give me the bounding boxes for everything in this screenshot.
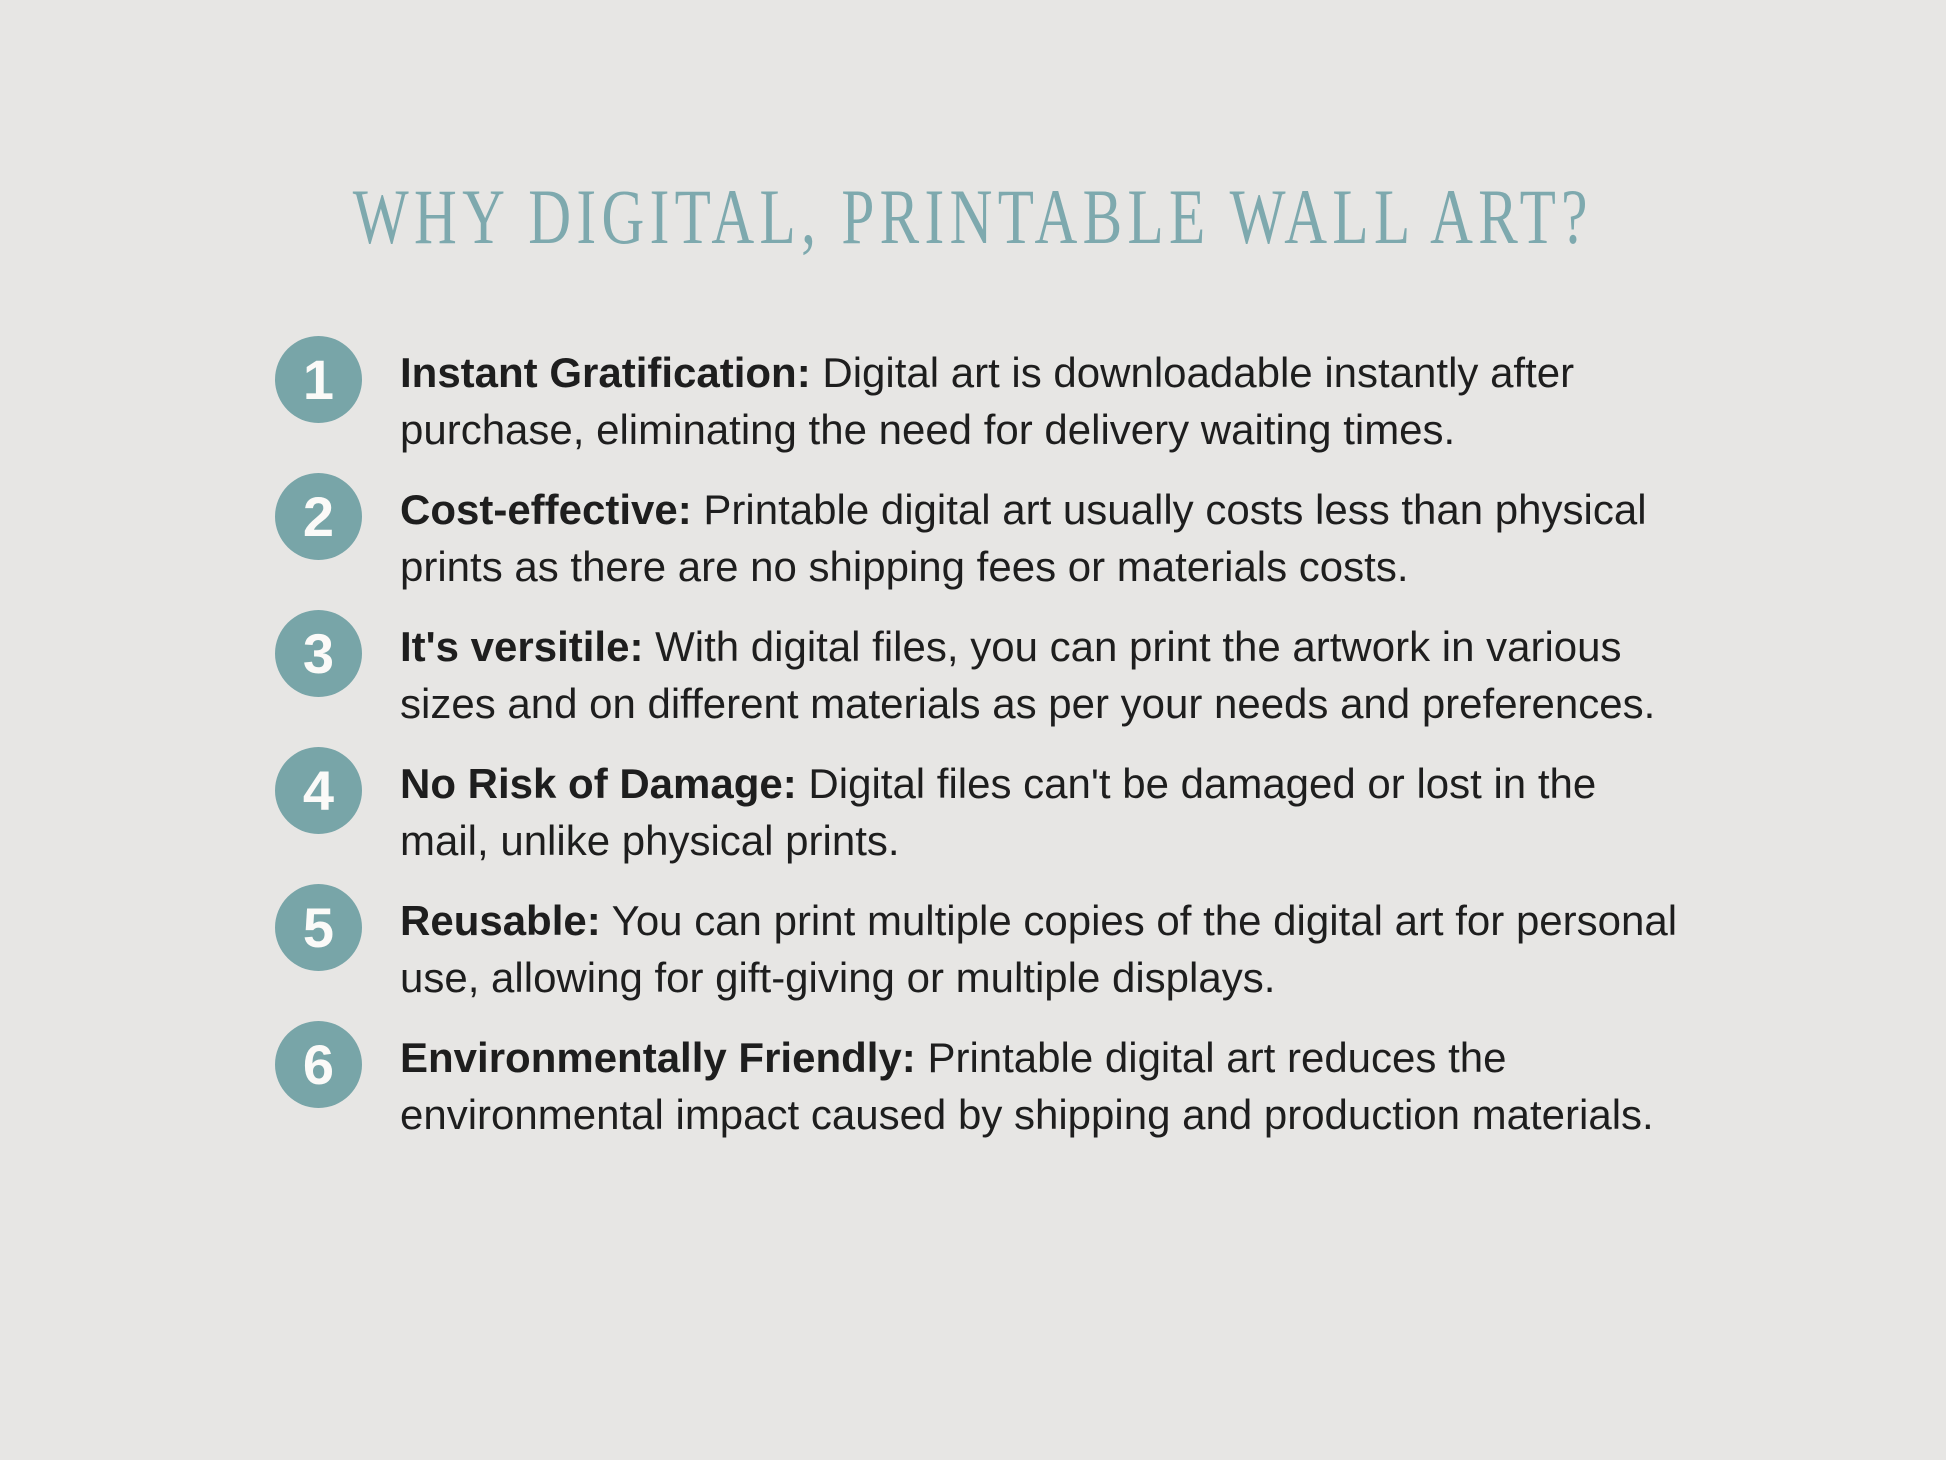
item-number-badge	[275, 1021, 362, 1108]
item-number: 1	[302, 347, 335, 411]
item-number: 2	[302, 484, 335, 548]
list-item	[275, 344, 1726, 458]
item-number: 6	[302, 1032, 335, 1096]
item-description: Printable digital art usually costs less than physical prints as there are no shipping fees or materials costs.	[400, 486, 1647, 590]
page-title: WHY DIGITAL, PRINTABLE WALL ART?	[353, 173, 1593, 260]
list-item	[275, 755, 1726, 869]
item-number: 5	[302, 895, 335, 959]
item-text	[400, 481, 1685, 595]
item-label: Cost-effective:	[400, 486, 692, 533]
list-item	[275, 892, 1726, 1006]
list-item	[275, 1029, 1726, 1143]
item-label: Reusable:	[400, 897, 601, 944]
item-label: Instant Gratification:	[400, 349, 811, 396]
item-text	[400, 618, 1685, 732]
item-description: Printable digital art reduces the environmental impact caused by shipping and production materials.	[400, 1034, 1654, 1138]
item-number-badge	[275, 747, 362, 834]
title-area	[0, 173, 1946, 260]
item-label: Environmentally Friendly:	[400, 1034, 916, 1081]
item-number-badge	[275, 473, 362, 560]
item-text	[400, 1029, 1685, 1143]
item-label: It's versitile:	[400, 623, 644, 670]
benefits-list	[0, 344, 1946, 1143]
list-item	[275, 481, 1726, 595]
item-description: With digital files, you can print the artwork in various sizes and on different materials as per your needs and preferences.	[400, 623, 1656, 727]
item-description: You can print multiple copies of the digital art for personal use, allowing for gift-giving or multiple displays.	[400, 897, 1678, 1001]
item-number: 4	[302, 758, 335, 822]
item-number-badge	[275, 884, 362, 971]
item-number-badge	[275, 610, 362, 697]
item-description: Digital files can't be damaged or lost in the mail, unlike physical prints.	[400, 760, 1597, 864]
item-text	[400, 892, 1685, 1006]
item-text	[400, 755, 1685, 869]
item-description: Digital art is downloadable instantly after purchase, eliminating the need for delivery waiting times.	[400, 349, 1575, 453]
item-number-badge	[275, 336, 362, 423]
list-item	[275, 618, 1726, 732]
item-text	[400, 344, 1685, 458]
item-label: No Risk of Damage:	[400, 760, 797, 807]
item-number: 3	[302, 621, 335, 685]
